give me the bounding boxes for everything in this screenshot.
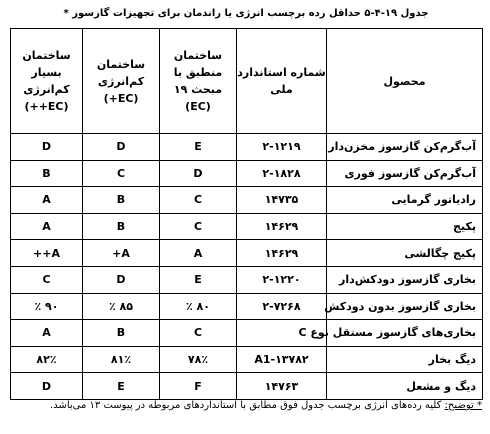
ec-plus-cell: ۸۵ ٪	[83, 293, 160, 320]
header-ec-plus: ساختمان کم‌انرژی (EC+)	[83, 29, 160, 134]
ec-plus-cell: ۸۱٪	[83, 346, 160, 373]
table-row	[11, 240, 483, 267]
product-cell: دیگ و مشعل	[327, 373, 483, 400]
standard-cell: ۲-۷۲۶۸	[237, 293, 327, 320]
ec-plusplus-cell: A	[11, 187, 83, 214]
ec-plusplus-cell: ۸۲٪	[11, 346, 83, 373]
table-row	[11, 266, 483, 293]
product-cell: آب‌گرم‌کن گازسوز فوری	[327, 160, 483, 187]
ec-cell: C	[160, 187, 237, 214]
ec-cell: ۸۰ ٪	[160, 293, 237, 320]
ec-cell: D	[160, 160, 237, 187]
table-row	[11, 293, 483, 320]
product-cell: پکیج چگالشی	[327, 240, 483, 267]
table-row	[11, 373, 483, 400]
table-row	[11, 320, 483, 347]
header-product: محصول	[327, 29, 483, 134]
energy-label-table	[10, 28, 483, 400]
product-cell: رادیاتور گرمایی	[327, 187, 483, 214]
product-cell: بخاری گازسوز دودکش‌دار	[327, 266, 483, 293]
header-standard: شماره استاندارد ملی	[237, 29, 327, 134]
standard-cell: ۲-۱۲۲۰	[237, 266, 327, 293]
ec-plusplus-cell: A	[11, 320, 83, 347]
ec-plus-cell: B	[83, 213, 160, 240]
ec-plus-cell: C	[83, 160, 160, 187]
ec-cell: A	[160, 240, 237, 267]
ec-plus-cell: D	[83, 134, 160, 161]
table-row	[11, 160, 483, 187]
standard-cell: ۱۴۷۳۵	[237, 187, 327, 214]
standard-cell: A1-۱۳۷۸۲	[237, 346, 327, 373]
ec-plusplus-cell: A++	[11, 240, 83, 267]
product-cell: پکیج	[327, 213, 483, 240]
footnote-text: کلیه رده‌های انرژی برچسب جدول فوق مطابق با استانداردهای مربوطه در پیوست ۱۳ می‌باشد.	[50, 400, 445, 411]
product-cell: دیگ بخار	[327, 346, 483, 373]
ec-cell: E	[160, 266, 237, 293]
header-ec-plusplus: ساختمان بسیار کم‌انرژی (EC++)	[11, 29, 83, 134]
standard-cell: ۱۴۶۲۹	[237, 213, 327, 240]
table-row	[11, 187, 483, 214]
product-cell: آب‌گرم‌کن گازسوز مخزن‌دار	[327, 134, 483, 161]
ec-plus-cell: D	[83, 266, 160, 293]
standard-cell: ۲-۱۸۲۸	[237, 160, 327, 187]
footnote-label: * توضیح:	[444, 400, 482, 411]
ec-plus-cell: B	[83, 187, 160, 214]
ec-plusplus-cell: D	[11, 373, 83, 400]
table-row	[11, 213, 483, 240]
standard-cell: ۱۴۷۶۳	[237, 373, 327, 400]
product-cell: بخاری گازسوز بدون دودکش	[327, 293, 483, 320]
ec-plus-cell: A+	[83, 240, 160, 267]
ec-cell: C	[160, 213, 237, 240]
ec-cell: C	[160, 320, 237, 347]
ec-plusplus-cell: C	[11, 266, 83, 293]
table-row	[11, 134, 483, 161]
standard-cell: ۱۴۶۲۹	[237, 240, 327, 267]
standard-cell: ۲-۱۲۱۹	[237, 134, 327, 161]
header-ec: ساختمان منطبق با مبحث ۱۹ (EC)	[160, 29, 237, 134]
ec-plusplus-cell: ۹۰ ٪	[11, 293, 83, 320]
ec-cell: ۷۸٪	[160, 346, 237, 373]
footnote	[8, 400, 482, 416]
ec-plus-cell: B	[83, 320, 160, 347]
table-row	[11, 346, 483, 373]
table-caption: جدول ۱۹-۴-۵ حداقل رده برچسب انرژی یا راندمان برای تجهیزات گازسوز *	[63, 8, 429, 19]
ec-plusplus-cell: D	[11, 134, 83, 161]
ec-plus-cell: E	[83, 373, 160, 400]
ec-plusplus-cell: A	[11, 213, 83, 240]
ec-plusplus-cell: B	[11, 160, 83, 187]
product-cell: بخاری‌های گازسوز مستقل نوع C	[327, 320, 483, 347]
ec-cell: E	[160, 134, 237, 161]
ec-cell: F	[160, 373, 237, 400]
header-row	[11, 29, 483, 134]
